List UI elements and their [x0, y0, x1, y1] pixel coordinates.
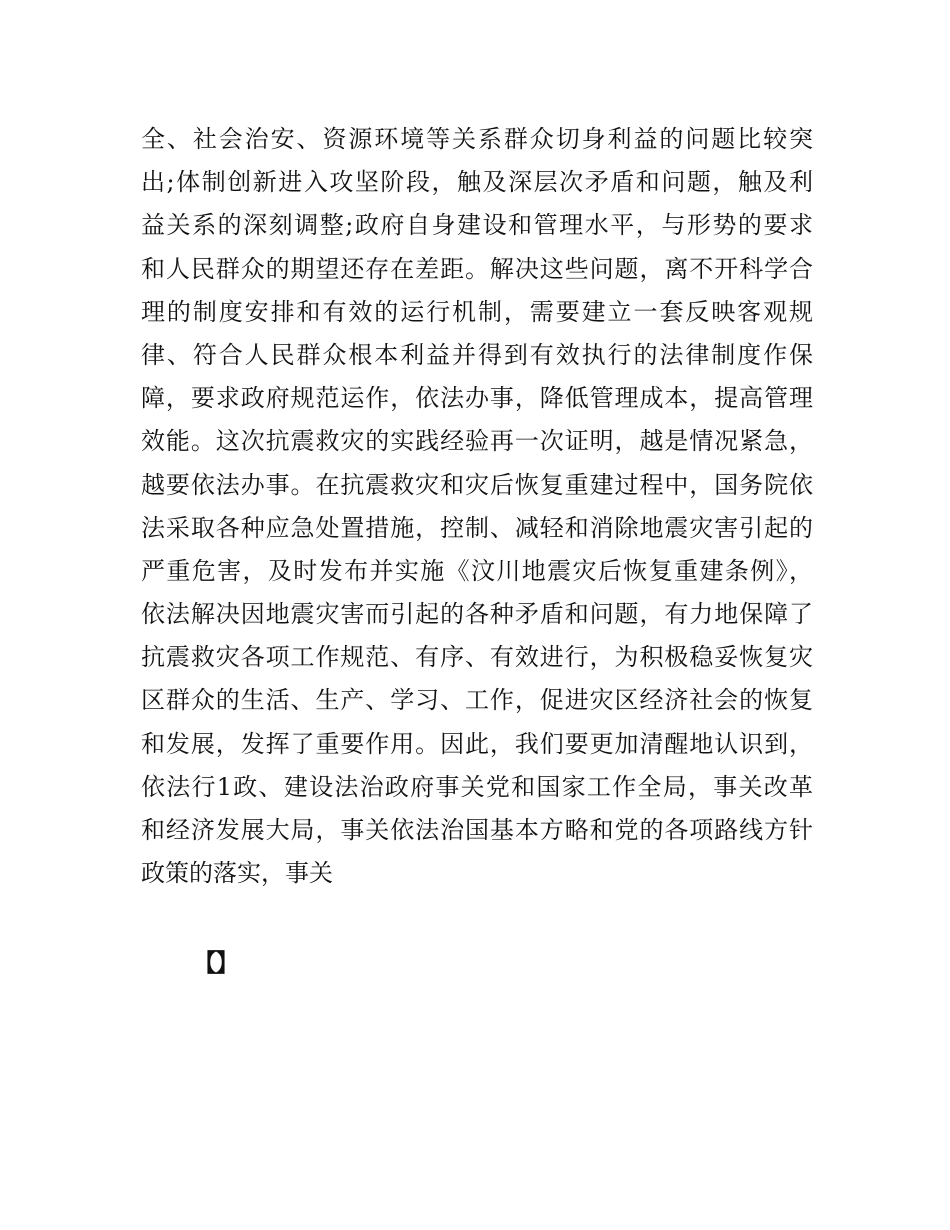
bracket-mark: 【】	[193, 949, 237, 977]
text-line-last: 政策的落实，事关	[141, 859, 333, 888]
text-line: 依法解决因地震灾害而引起的各种矛盾和问题，有力地保障了	[141, 600, 813, 629]
text-line: 依法行1政、建设法治政府事关党和国家工作全局，事关改革	[141, 772, 813, 801]
text-line: 障，要求政府规范运作，依法办事，降低管理成本，提高管理	[141, 384, 813, 413]
text-line: 效能。这次抗震救灾的实践经验再一次证明，越是情况紧急，	[141, 427, 813, 456]
text-line: 和经济发展大局，事关依法治国基本方略和党的各项路线方针	[141, 816, 813, 844]
text-line: 和人民群众的期望还存在差距。解决这些问题，离不开科学合	[141, 254, 813, 283]
text-line: 益关系的深刻调整;政府自身建设和管理水平，与形势的要求	[141, 211, 813, 240]
text-line: 理的制度安排和有效的运行机制，需要建立一套反映客观规	[141, 297, 813, 326]
text-line: 抗震救灾各项工作规范、有序、有效进行，为积极稳妥恢复灾	[141, 643, 813, 672]
text-line: 法采取各种应急处置措施，控制、减轻和消除地震灾害引起的	[141, 513, 813, 542]
text-line: 律、符合人民群众根本利益并得到有效执行的法律制度作保	[141, 340, 813, 369]
text-line: 越要依法办事。在抗震救灾和灾后恢复重建过程中，国务院依	[141, 470, 813, 499]
text-line: 出;体制创新进入攻坚阶段，触及深层次矛盾和问题，触及利	[141, 168, 813, 197]
body-paragraph	[141, 118, 813, 895]
text-line: 区群众的生活、生产、学习、工作，促进灾区经济社会的恢复	[141, 686, 813, 715]
text-line: 严重危害，及时发布并实施《汶川地震灾后恢复重建条例》，	[141, 556, 813, 585]
text-line: 全、社会治安、资源环境等关系群众切身利益的问题比较突	[141, 125, 813, 153]
text-line: 和发展，发挥了重要作用。因此，我们要更加清醒地认识到，	[141, 729, 813, 758]
